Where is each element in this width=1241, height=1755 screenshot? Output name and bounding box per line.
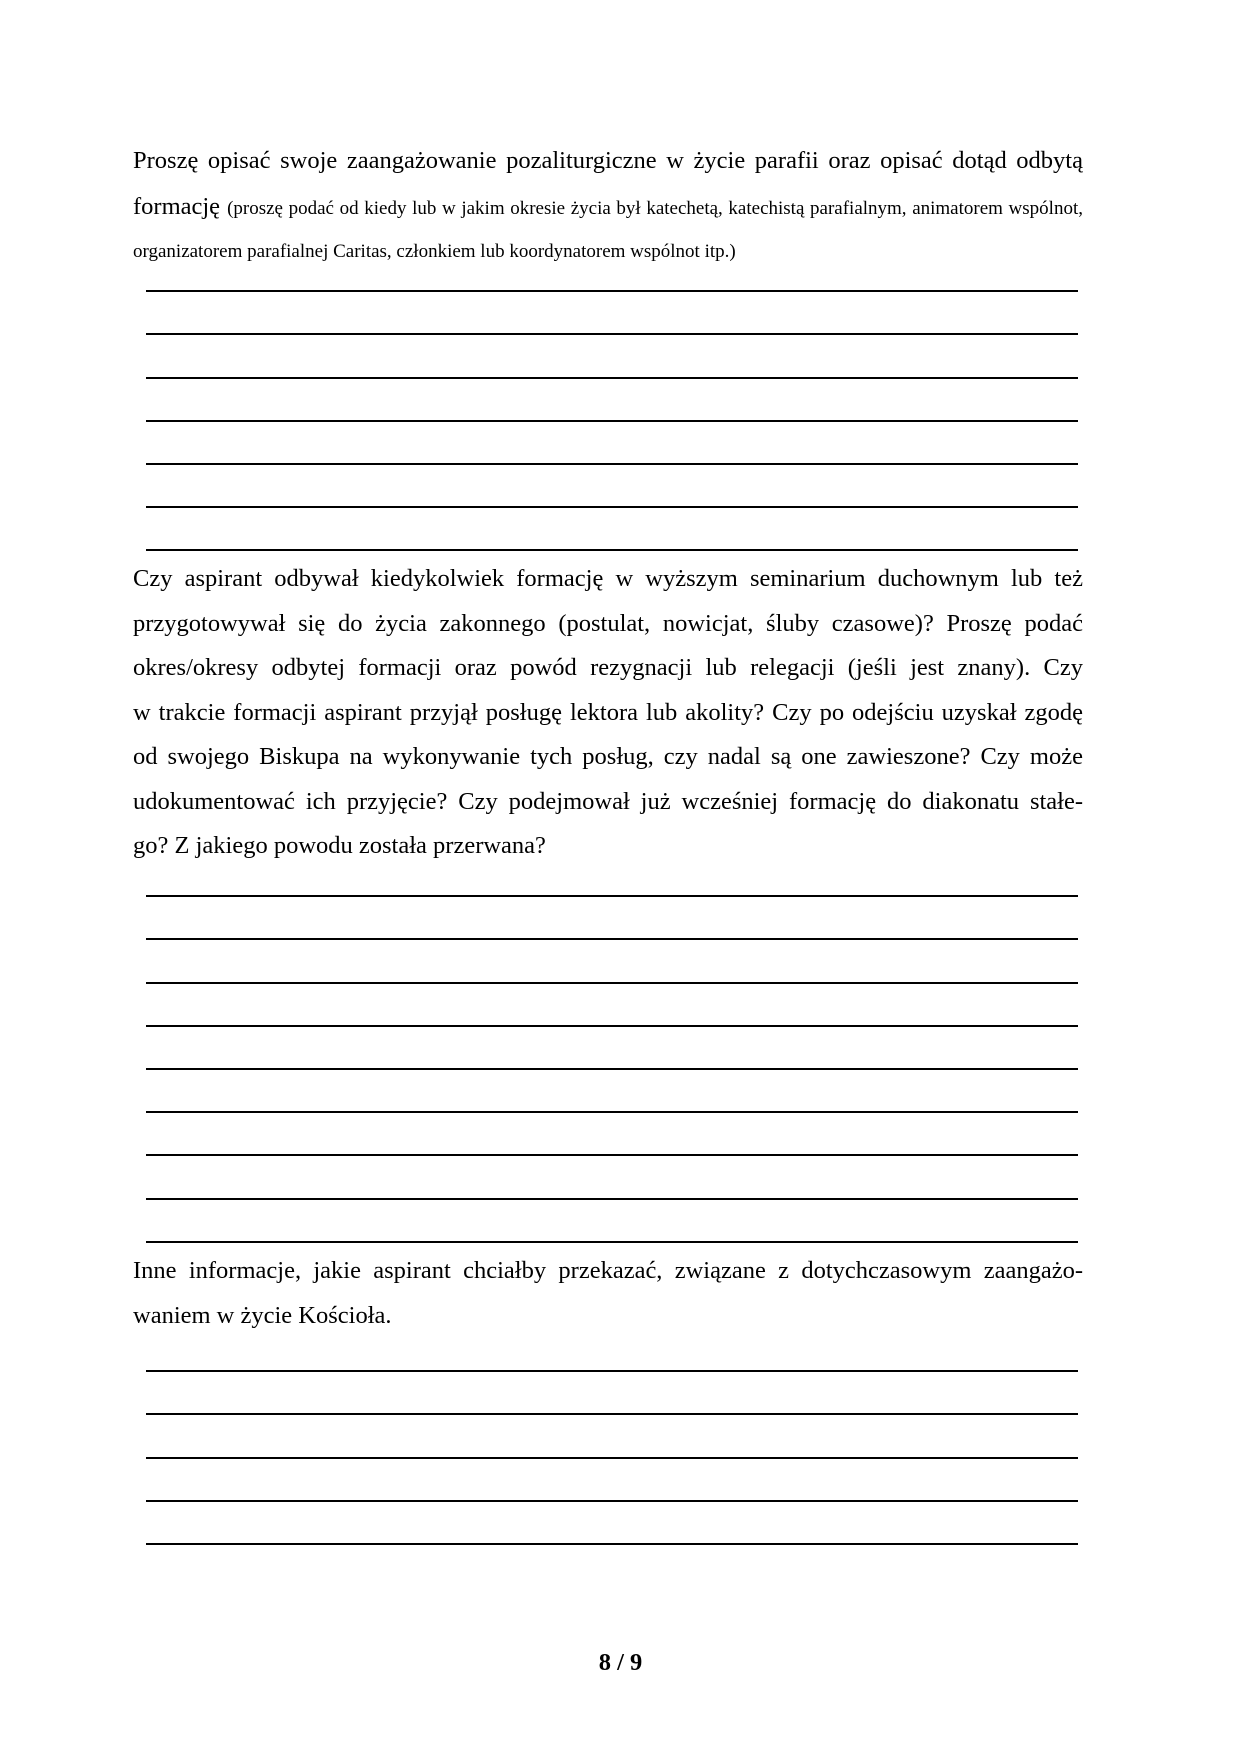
answer-writing-line	[146, 1200, 1078, 1243]
question-text-line	[133, 691, 1083, 736]
page-number: 8 / 9	[598, 1649, 643, 1676]
answer-writing-line	[146, 897, 1078, 940]
question-text-line	[133, 1249, 1083, 1294]
answer-writing-line	[146, 1027, 1078, 1070]
answer-writing-line	[146, 1372, 1078, 1415]
answer-writing-line	[146, 335, 1078, 378]
question-main-text: w trakcie formacji aspirant przyjął posługę lektora lub akolity? Czy po odejściu uzyskał zgodę	[133, 698, 1083, 726]
question-main-text: okres/okresy odbytej formacji oraz powód rezygnacji lub relegacji (jeśli jest znany). Czy	[133, 654, 1083, 681]
question-main-text: formację	[133, 192, 228, 220]
answer-writing-line	[146, 1156, 1078, 1199]
question-main-text: udokumentować ich przyjęcie? Czy podejmował już wcześniej formację do diakonatu stałe-	[133, 787, 1083, 815]
answer-writing-line	[146, 292, 1078, 335]
question-text-line	[133, 646, 1083, 691]
answer-writing-line	[146, 465, 1078, 508]
answer-writing-line	[146, 854, 1078, 897]
question-main-text: Czy aspirant odbywał kiedykolwiek formację w wyższym seminarium duchownym lub też	[133, 565, 1083, 592]
answer-writing-line	[146, 379, 1078, 422]
question-main-text: waniem w życie Kościoła.	[133, 1301, 392, 1329]
question-block-formation-history	[133, 557, 1083, 869]
answer-writing-line	[146, 1459, 1078, 1502]
answer-writing-line	[146, 508, 1078, 551]
answer-writing-line	[146, 1070, 1078, 1113]
question-main-text: Inne informacje, jakie aspirant chciałby przekazać, związane z dotychczasowym zaangażo-	[133, 1257, 1083, 1284]
answer-lines-engagement	[133, 249, 1083, 551]
answer-writing-line	[146, 1415, 1078, 1458]
question-text-line	[133, 557, 1083, 602]
question-note-text: (proszę podać od kiedy lub w jakim okresie życia był katechetą, katechistą parafialnym, animatorem wspólnot,	[227, 197, 1083, 219]
answer-writing-line	[146, 1113, 1078, 1156]
answer-writing-line	[146, 984, 1078, 1027]
answer-writing-line	[146, 249, 1078, 292]
question-text-line	[133, 184, 1083, 230]
answer-writing-line	[146, 422, 1078, 465]
question-text-line	[133, 138, 1083, 184]
question-text-line	[133, 602, 1083, 647]
answer-writing-line	[146, 1329, 1078, 1372]
answer-lines-other-information	[133, 1329, 1083, 1545]
question-main-text: przygotowywał się do życia zakonnego (postulat, nowicjat, śluby czasowe)? Proszę podać	[133, 609, 1083, 637]
question-note-text: organizatorem parafialnej Caritas, członkiem lub koordynatorem wspólnot itp.)	[133, 241, 736, 262]
answer-lines-formation-history	[133, 854, 1083, 1243]
answer-writing-line	[146, 940, 1078, 983]
question-main-text: go? Z jakiego powodu została przerwana?	[133, 832, 546, 859]
answer-writing-line	[146, 1502, 1078, 1545]
question-main-text: od swojego Biskupa na wykonywanie tych posług, czy nadal są one zawieszone? Czy może	[133, 743, 1083, 770]
question-text-line	[133, 735, 1083, 780]
question-main-text: Proszę opisać swoje zaangażowanie pozaliturgiczne w życie parafii oraz opisać dotąd odbytą	[133, 147, 1083, 174]
question-block-other-information	[133, 1249, 1083, 1338]
question-text-line	[133, 780, 1083, 825]
